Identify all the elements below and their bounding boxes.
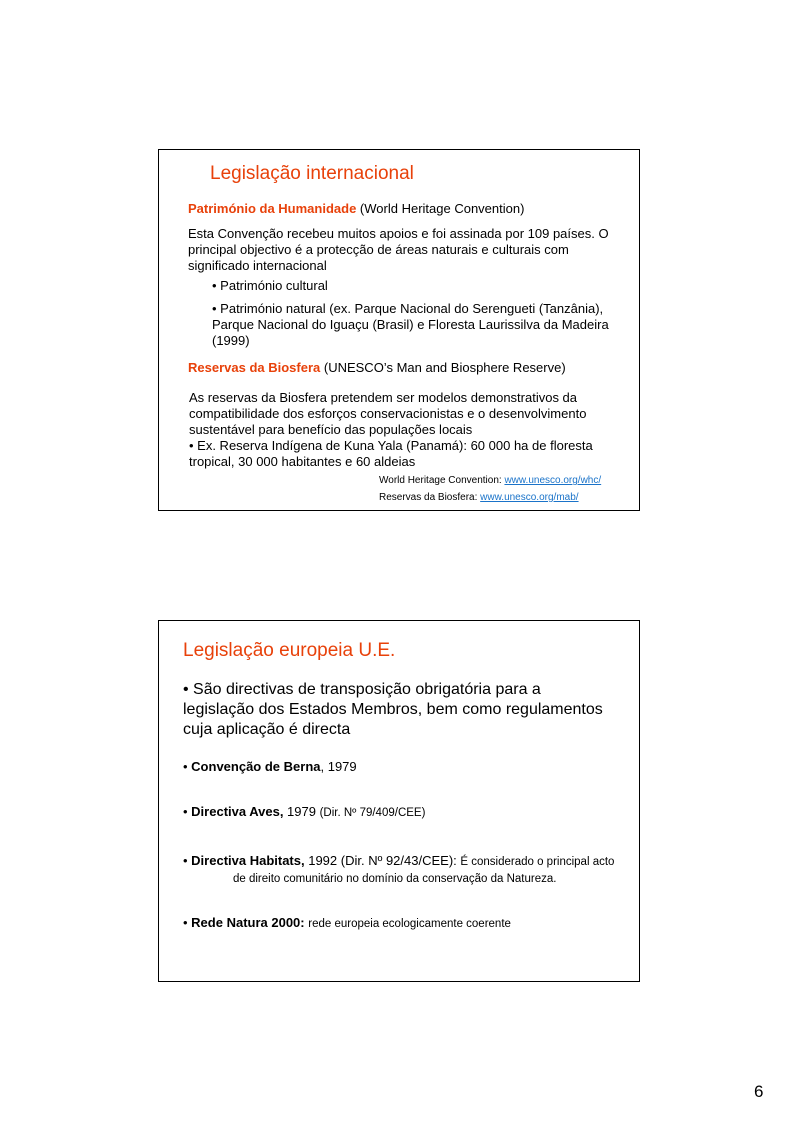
- text-line: significado internacional: [188, 258, 327, 273]
- slide-title: Legislação internacional: [210, 163, 414, 184]
- item-rede-natura: [183, 915, 511, 930]
- source-label: World Heritage Convention:: [379, 475, 505, 486]
- page-number: 6: [754, 1082, 764, 1101]
- text-line: • Património natural (ex. Parque Nacional do Serengueti (Tanzânia),: [212, 301, 604, 316]
- item-directiva-habitats: [183, 853, 614, 868]
- item-text: , 1979: [320, 759, 357, 774]
- item-directiva-aves: [183, 804, 425, 819]
- lead-paragraph: [183, 680, 603, 740]
- item-note: É considerado o principal acto: [460, 856, 615, 868]
- text-line: compatibilidade dos esforços conservacionistas e o desenvolvimento: [189, 406, 587, 421]
- text-line: • Ex. Reserva Indígena de Kuna Yala (Panamá): 60 000 ha de floresta: [189, 438, 593, 453]
- text-line: (1999): [212, 333, 250, 348]
- text-line: sustentável para benefício das populações locais: [189, 422, 473, 437]
- source-biosfera: [379, 492, 579, 503]
- source-world-heritage: [379, 475, 601, 486]
- item-title: Rede Natura 2000:: [191, 915, 305, 930]
- item-note: rede europeia ecologicamente coerente: [308, 918, 511, 930]
- text-line: principal objectivo é a protecção de áreas naturais e culturais com: [188, 242, 569, 257]
- section-heading-reservas: [188, 360, 566, 376]
- text-line: cuja aplicação é directa: [183, 721, 351, 738]
- slide-legislacao-europeia: [158, 620, 640, 982]
- paragraph-patrimonio: [188, 226, 609, 274]
- bullet: •: [183, 915, 192, 930]
- heading-note: (UNESCO’s Man and Biosphere Reserve): [320, 360, 566, 375]
- slide-legislacao-internacional: [158, 149, 640, 511]
- text-line: • São directivas de transposição obrigatória para a: [183, 681, 541, 698]
- item-title: Directiva Aves,: [191, 804, 284, 819]
- item-title: Directiva Habitats,: [191, 853, 305, 868]
- source-label: Reservas da Biosfera:: [379, 492, 481, 503]
- text-line: Parque Nacional do Iguaçu (Brasil) e Floresta Laurissilva da Madeira: [212, 317, 609, 332]
- heading-label: Património da Humanidade: [188, 201, 357, 216]
- item-note: (Dir. Nº 79/409/CEE): [319, 807, 426, 819]
- slide-title: Legislação europeia U.E.: [183, 640, 396, 661]
- text-line: tropical, 30 000 habitantes e 60 aldeias: [189, 454, 416, 469]
- bullet-patrimonio-natural: [212, 301, 609, 349]
- text-line: Esta Convenção recebeu muitos apoios e foi assinada por 109 países. O: [188, 226, 609, 241]
- section-heading-patrimonio: [188, 201, 524, 217]
- item-directiva-habitats-line2: de direito comunitário no domínio da conservação da Natureza.: [233, 873, 557, 885]
- item-convencao-berna: [183, 759, 357, 774]
- unesco-whc-link[interactable]: www.unesco.org/whc/: [504, 475, 602, 486]
- bullet: •: [183, 759, 192, 774]
- paragraph-reservas: [189, 390, 593, 470]
- heading-label: Reservas da Biosfera: [188, 360, 321, 375]
- item-text: 1992 (Dir. Nº 92/43/CEE):: [304, 853, 461, 868]
- bullet: •: [183, 804, 192, 819]
- bullet: •: [183, 853, 192, 868]
- item-text: 1979: [283, 804, 320, 819]
- text-line: legislação dos Estados Membros, bem como regulamentos: [183, 701, 603, 718]
- unesco-mab-link[interactable]: www.unesco.org/mab/: [480, 492, 579, 503]
- heading-note: (World Heritage Convention): [356, 201, 525, 216]
- bullet-patrimonio-cultural: • Património cultural: [212, 278, 328, 293]
- text-line: As reservas da Biosfera pretendem ser modelos demonstrativos da: [189, 390, 578, 405]
- item-title: Convenção de Berna: [191, 759, 321, 774]
